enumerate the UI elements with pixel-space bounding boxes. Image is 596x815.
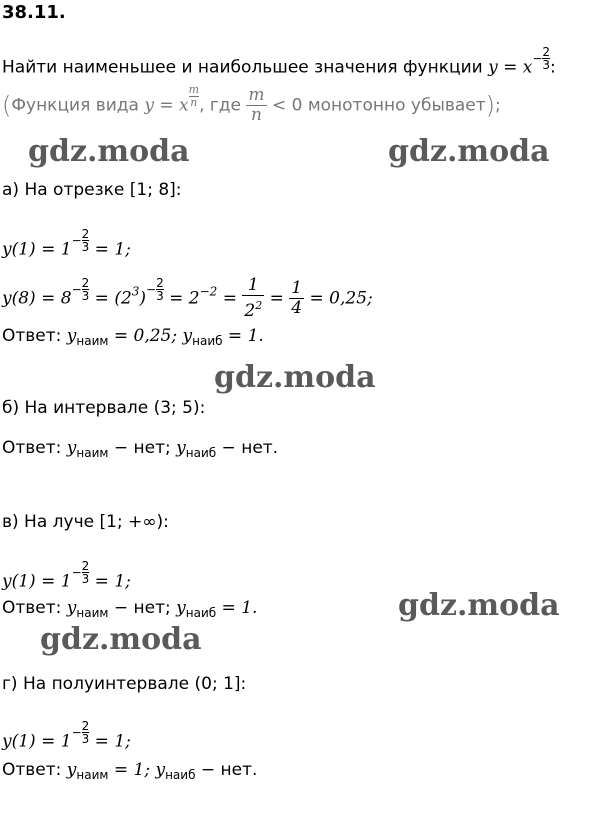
- watermark: gdz.moda: [398, 588, 560, 623]
- note-exp-n: n: [190, 96, 198, 109]
- part-c-line1-exponent: [72, 560, 90, 585]
- frac2-num: 1: [291, 278, 303, 298]
- part-a-fraction2: [289, 279, 304, 318]
- part-a-line2-exponent2: [146, 277, 164, 302]
- answer-ymax: y: [182, 326, 193, 346]
- exp-den: 3: [81, 289, 90, 303]
- answer-label: Ответ:: [2, 598, 67, 618]
- answer-ymin-sub: наим: [76, 606, 109, 620]
- note-y: y: [144, 95, 154, 116]
- answer-ymax-sub: наиб: [185, 606, 217, 620]
- exp-num: 2: [81, 276, 90, 290]
- statement-exponent: [532, 46, 550, 71]
- part-a-line2-pow: −2: [199, 284, 218, 299]
- part-a-line2-mid1: = (2: [89, 288, 132, 309]
- part-c-answer: [2, 598, 257, 620]
- monotonic-note: [2, 84, 501, 125]
- part-b-heading: б) На интервале (3; 5):: [2, 398, 206, 418]
- answer-max-val: − нет.: [195, 760, 258, 780]
- watermark: gdz.moda: [28, 134, 190, 169]
- note-frac-m: m: [248, 85, 265, 105]
- part-d-heading: г) На полуинтервале (0; 1]:: [2, 674, 247, 694]
- note-frac-n: n: [251, 105, 262, 125]
- part-a-line2-mid2: ): [139, 288, 147, 309]
- note-text1: Функция вида: [11, 95, 145, 116]
- note-fraction: [246, 86, 266, 125]
- answer-max-val: = 1.: [222, 326, 264, 346]
- exp-sign: −: [146, 282, 157, 297]
- part-c-line1-left: y(1) = 1: [2, 571, 72, 592]
- answer-ymin-sub: наим: [76, 334, 109, 348]
- answer-min-val: − нет;: [108, 438, 177, 458]
- frac1-den-sup: 2: [255, 299, 263, 312]
- answer-ymax: y: [176, 438, 186, 458]
- statement-x: x: [522, 57, 533, 78]
- problem-number: 38.11.: [2, 2, 66, 23]
- part-a-line2-exponent1: [72, 277, 90, 302]
- part-d-answer: [2, 760, 257, 782]
- exp-sign: −: [71, 282, 82, 297]
- note-exponent: [189, 84, 199, 109]
- exp-num: 2: [81, 559, 90, 573]
- part-b-answer: [2, 438, 278, 460]
- answer-min-val: = 0,25;: [108, 326, 183, 346]
- part-a-line2-end: = 0,25;: [304, 288, 373, 309]
- note-open-paren: (: [2, 91, 12, 120]
- exp-num: 2: [81, 227, 90, 241]
- answer-ymax: y: [176, 598, 186, 618]
- answer-label: Ответ:: [2, 326, 67, 346]
- watermark: gdz.moda: [214, 360, 376, 395]
- part-a-line1-exponent: [72, 228, 90, 253]
- part-a-line2-eq2: =: [264, 288, 290, 309]
- statement-y: y: [488, 57, 498, 78]
- note-x: x: [179, 95, 189, 116]
- part-a-line1-left: y(1) = 1: [2, 239, 72, 260]
- part-a-line2-mid3: = 2: [163, 288, 200, 309]
- answer-max-val: − нет.: [216, 438, 279, 458]
- exp-sign: −: [532, 51, 543, 66]
- answer-label: Ответ:: [2, 760, 67, 780]
- answer-ymin: y: [66, 438, 77, 458]
- note-text2: , где: [199, 95, 247, 116]
- part-a-line2: [2, 276, 373, 321]
- part-d-line1: [2, 720, 131, 752]
- part-a-line1-right: = 1;: [89, 239, 131, 260]
- watermark: gdz.moda: [40, 622, 202, 657]
- exp-den: 3: [81, 572, 90, 586]
- statement-text: Найти наименьшее и наибольшее значения функции: [2, 57, 489, 78]
- note-close-paren: ): [485, 91, 496, 120]
- exp-sign: −: [71, 233, 82, 248]
- exp-num: 2: [542, 45, 551, 59]
- exp-sign: −: [71, 725, 82, 740]
- answer-ymin-sub: наим: [76, 768, 109, 782]
- part-c-line1-right: = 1;: [89, 571, 131, 592]
- frac1-den: [242, 296, 264, 321]
- part-a-line2-left: y(8) = 8: [2, 288, 72, 309]
- part-a-fraction1: [242, 276, 264, 321]
- part-a-line2-eq: =: [217, 288, 243, 309]
- part-a-answer: [2, 326, 264, 348]
- answer-label: Ответ:: [2, 438, 67, 458]
- part-a-heading: а) На отрезке [1; 8]:: [2, 180, 182, 200]
- statement-eq: =: [497, 57, 523, 78]
- problem-statement: [2, 46, 556, 78]
- part-d-line1-right: = 1;: [89, 731, 131, 752]
- note-exp-m: m: [188, 83, 200, 96]
- part-c-line1: [2, 560, 131, 592]
- answer-max-val: = 1.: [216, 598, 258, 618]
- answer-ymax-sub: наиб: [185, 446, 217, 460]
- exp-den: 3: [81, 240, 90, 254]
- answer-ymax: y: [155, 760, 166, 780]
- note-semicolon: ;: [495, 95, 501, 116]
- note-text3: < 0 монотонно убывает: [266, 95, 486, 116]
- part-a-line2-cube: 3: [131, 284, 140, 299]
- part-d-line1-left: y(1) = 1: [2, 731, 72, 752]
- answer-ymin: y: [66, 326, 77, 346]
- exp-den: 3: [81, 732, 90, 746]
- exp-den: 3: [542, 58, 551, 72]
- frac1-num: 1: [247, 275, 259, 295]
- answer-ymin: y: [66, 760, 77, 780]
- part-d-line1-exponent: [72, 720, 90, 745]
- exp-sign: −: [71, 565, 82, 580]
- answer-ymax-sub: наиб: [165, 768, 196, 782]
- answer-ymin: y: [66, 598, 77, 618]
- frac1-den-base: 2: [244, 301, 256, 321]
- answer-min-val: = 1;: [108, 760, 156, 780]
- exp-num: 2: [156, 276, 164, 290]
- statement-tail: :: [550, 57, 556, 78]
- answer-ymax-sub: наиб: [192, 334, 223, 348]
- answer-ymin-sub: наим: [76, 446, 109, 460]
- exp-num: 2: [81, 719, 90, 733]
- exp-den: 3: [156, 289, 164, 303]
- answer-min-val: − нет;: [108, 598, 177, 618]
- part-a-line1: [2, 228, 131, 260]
- watermark: gdz.moda: [388, 134, 550, 169]
- frac2-den: 4: [291, 298, 303, 318]
- part-c-heading: в) На луче [1; +∞):: [2, 512, 169, 532]
- note-eq: =: [153, 95, 180, 116]
